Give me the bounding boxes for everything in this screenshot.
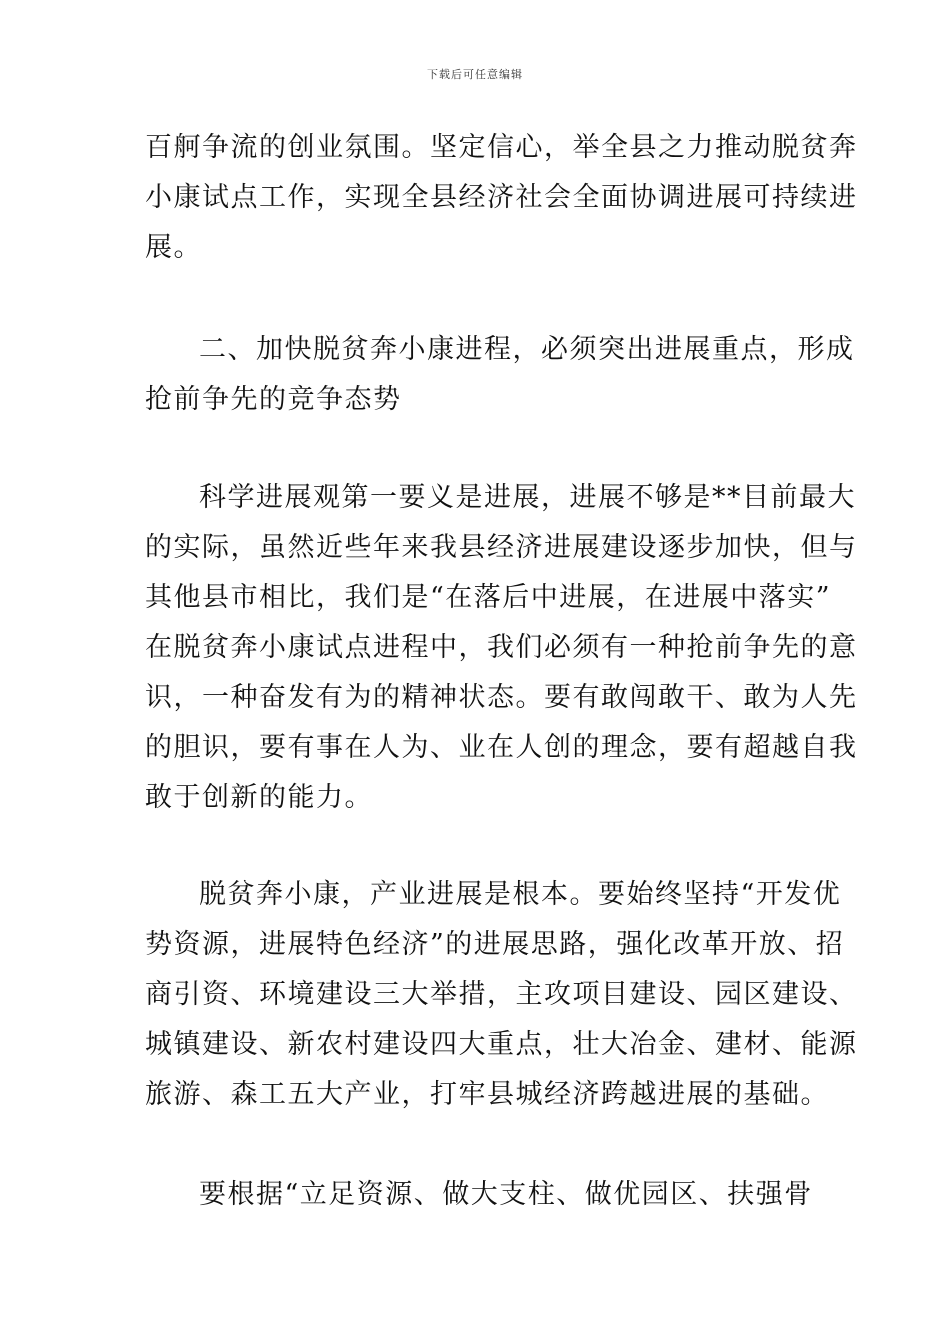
paragraph-4 xyxy=(145,870,858,1120)
text-line: 势资源，进展特色经济”的进展思路，强化改革开放、招 xyxy=(145,929,845,960)
paragraph-5 xyxy=(145,1170,813,1220)
text-line: 脱贫奔小康，产业进展是根本。要始终坚持“开发优 xyxy=(199,879,842,910)
paragraph-3 xyxy=(145,473,858,823)
heading-line: 二、加快脱贫奔小康进程，必须突出进展重点，形成 xyxy=(199,334,855,365)
page-header-note: 下载后可任意编辑 xyxy=(427,68,523,81)
text-line: 城镇建设、新农村建设四大重点，壮大冶金、建材、能源 xyxy=(145,1029,858,1060)
text-line: 科学进展观第一要义是进展，进展不够是**目前最大 xyxy=(199,482,856,513)
paragraph-1 xyxy=(145,123,858,273)
text-line: 识，一种奋发有为的精神状态。要有敢闯敢干、敢为人先 xyxy=(145,682,858,713)
text-line: 要根据“立足资源、做大支柱、做优园区、扶强骨 xyxy=(199,1179,813,1210)
text-line: 的实际，虽然近些年来我县经济进展建设逐步加快，但与 xyxy=(145,532,858,563)
text-line: 旅游、森工五大产业，打牢县城经济跨越进展的基础。 xyxy=(145,1079,829,1110)
text-line: 百舸争流的创业氛围。坚定信心，举全县之力推动脱贫奔 xyxy=(145,132,858,163)
text-line: 敢于创新的能力。 xyxy=(145,782,373,813)
text-line: 小康试点工作，实现全县经济社会全面协调进展可持续进 xyxy=(145,182,858,213)
text-line: 商引资、环境建设三大举措，主攻项目建设、园区建设、 xyxy=(145,979,858,1010)
text-line: 其他县市相比，我们是“在落后中进展，在进展中落实” xyxy=(145,582,832,613)
heading-line: 抢前争先的竞争态势 xyxy=(145,384,402,415)
section-heading xyxy=(145,325,855,425)
text-line: 展。 xyxy=(145,232,202,263)
text-line: 的胆识，要有事在人为、业在人创的理念，要有超越自我 xyxy=(145,732,858,763)
text-line: 在脱贫奔小康试点进程中，我们必须有一种抢前争先的意 xyxy=(145,632,858,663)
